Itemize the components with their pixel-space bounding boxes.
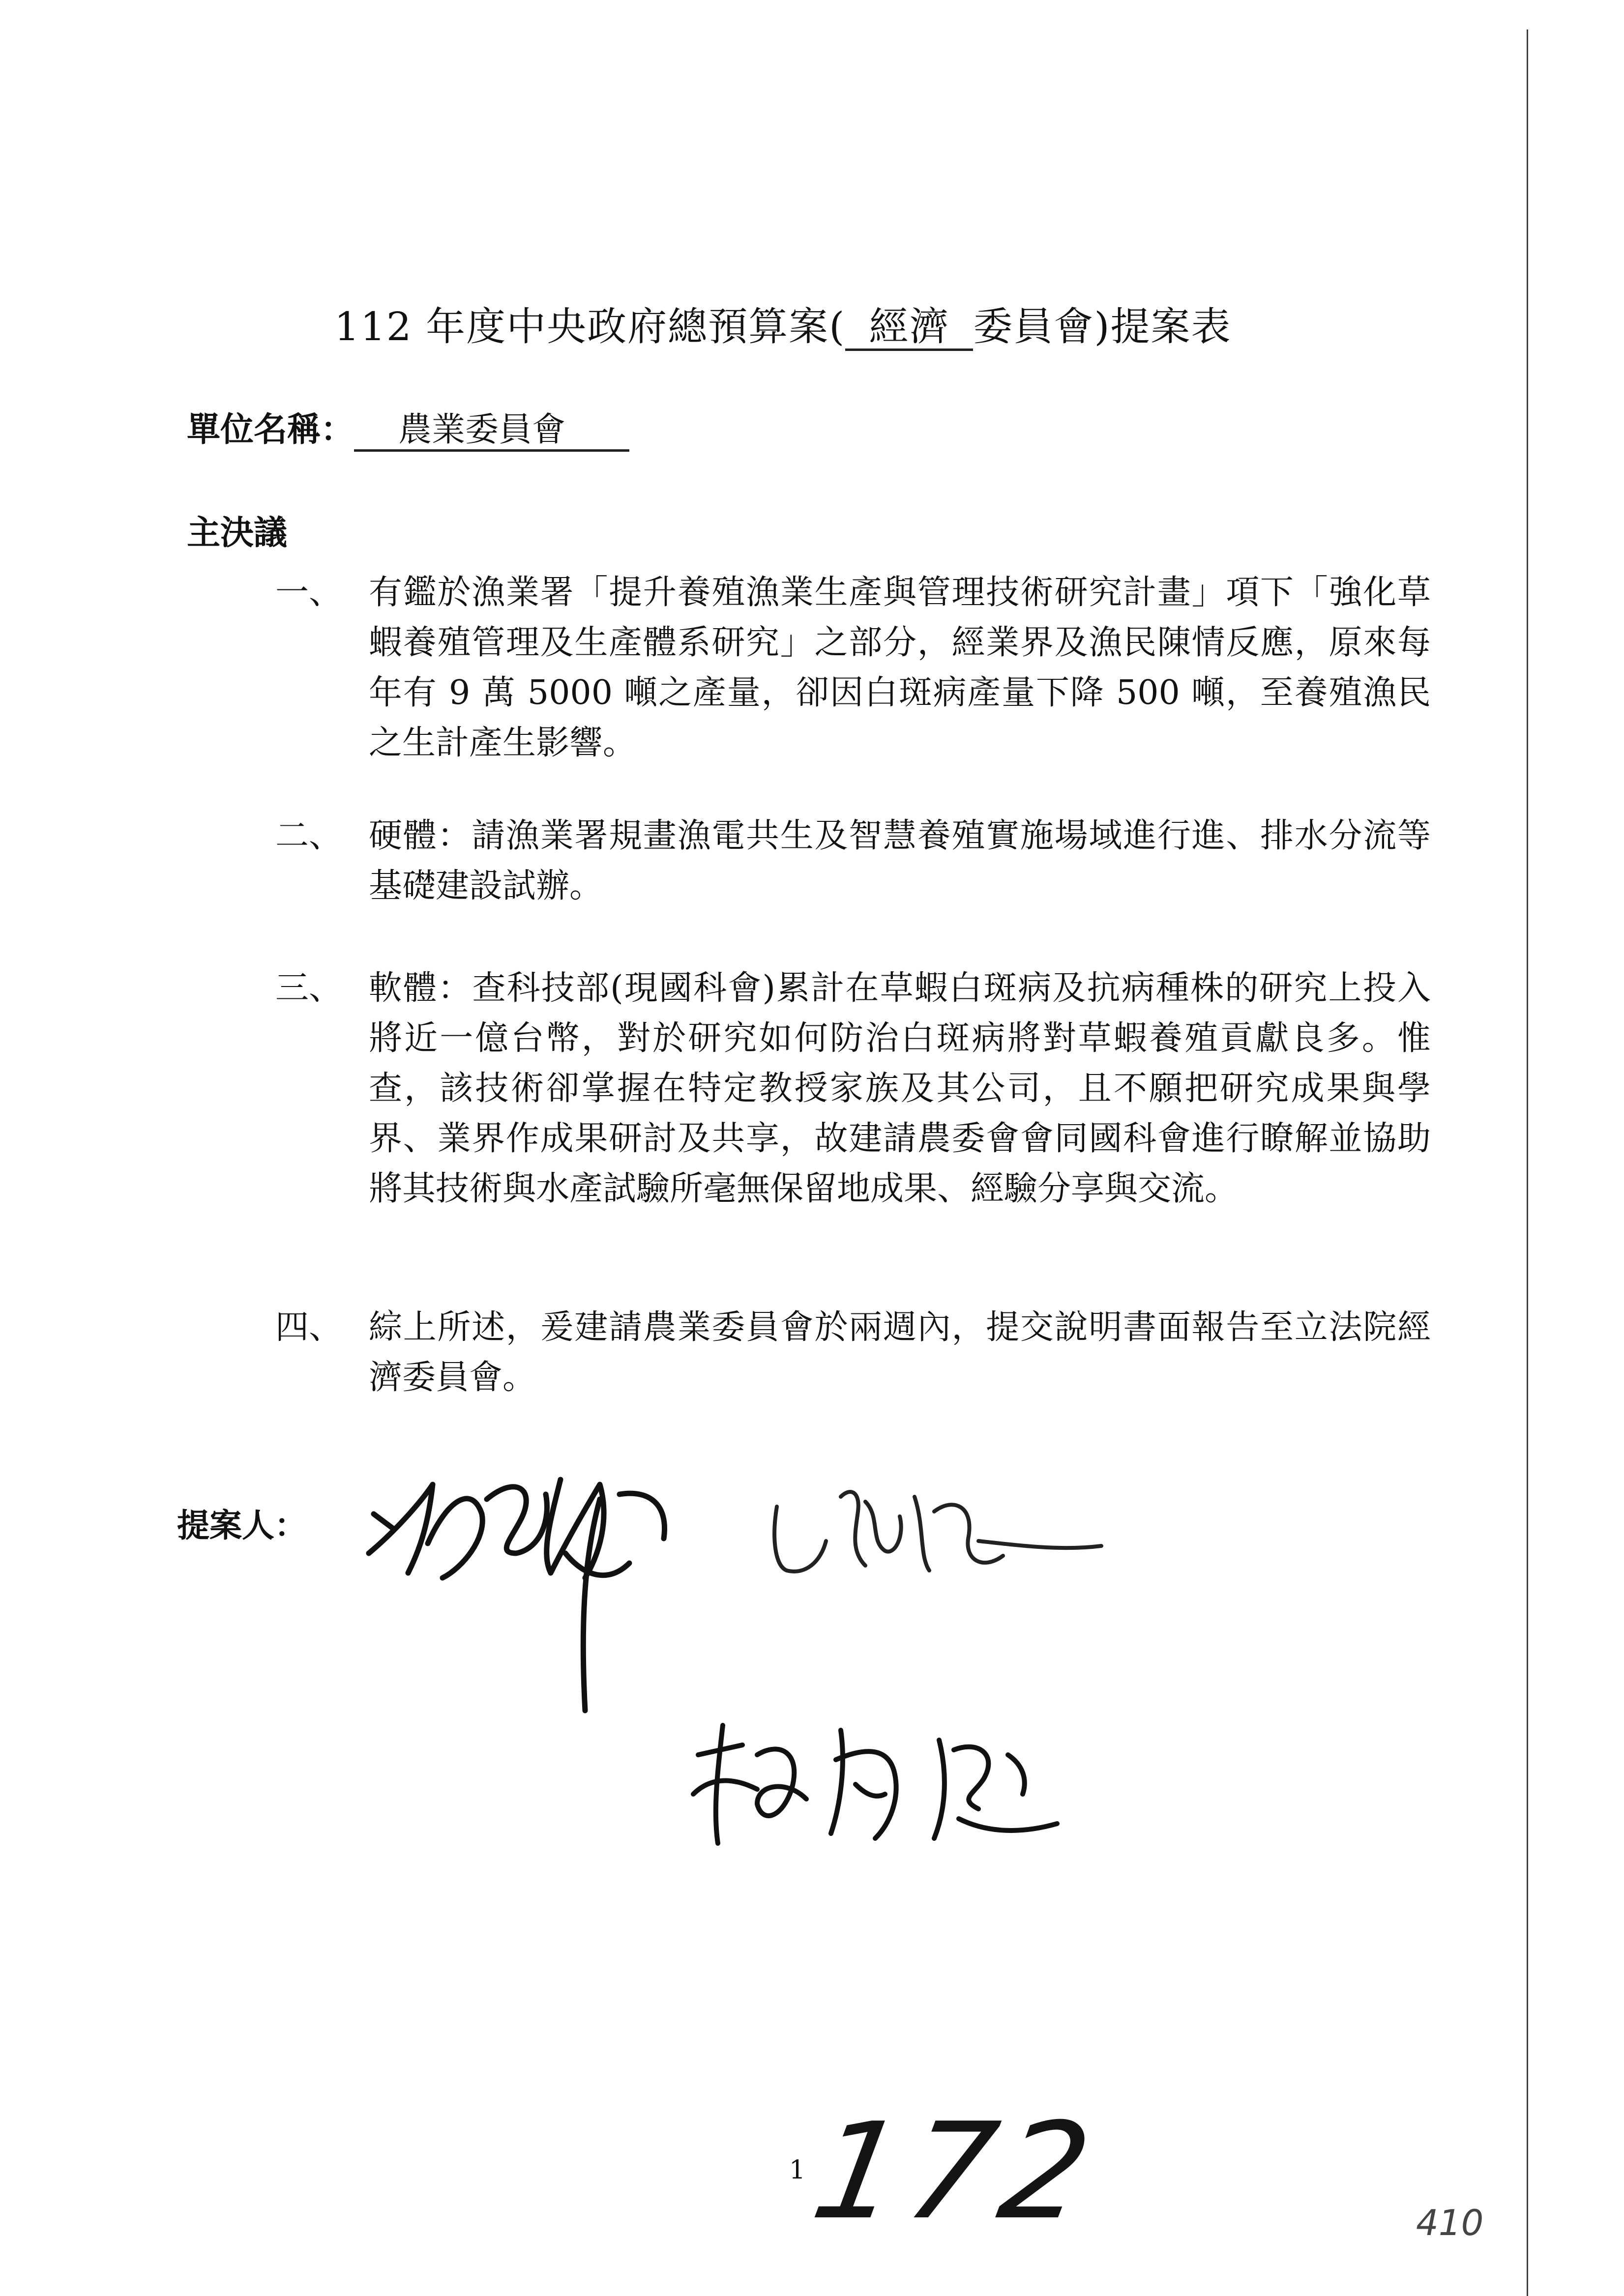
form-title bbox=[334, 295, 1337, 351]
item-text: 軟體：查科技部(現國科會)累計在草蝦白斑病及抗病種株的研究上投入將近一億台幣，對於研究如何防治白斑病將對草蝦養殖貢獻良多。惟查，該技術卻掌握在特定教授家族及其公司，且不願把研究成果與學界、業界作成果研討及共享，故建請農委會會同國科會進行瞭解並協助將其技術與水產試驗所毫無保留地成果、經驗分享與交流。 bbox=[369, 969, 1431, 1208]
scan-edge-line bbox=[1527, 29, 1528, 2296]
title-suffix: 委員會)提案表 bbox=[973, 304, 1232, 349]
unit-label: 單位名稱： bbox=[187, 410, 354, 449]
item-text: 有鑑於漁業署「提升養殖漁業生產與管理技術研究計畫」項下「強化草蝦養殖管理及生產體系研究」之部分，經業界及漁民陳情反應，原來每年有 9 萬 5000 噸之產量，卻因白斑病產量下降 500 噸，至養殖漁民之生計產生影響。 bbox=[369, 573, 1431, 762]
resolution-item bbox=[275, 1303, 1431, 1403]
handwritten-page-number: 172 bbox=[802, 2094, 1110, 2249]
item-number: 三、 bbox=[275, 969, 343, 1008]
item-text: 綜上所述，爰建請農業委員會於兩週內，提交說明書面報告至立法院經濟委員會。 bbox=[369, 1308, 1431, 1397]
corner-archive-number: 410 bbox=[1416, 2202, 1484, 2243]
item-text: 硬體：請漁業署規畫漁電共生及智慧養殖實施場域進行進、排水分流等基礎建設試辦。 bbox=[369, 816, 1431, 905]
item-number: 一、 bbox=[275, 573, 343, 612]
unit-value: 農業委員會 bbox=[354, 411, 629, 452]
resolution-item bbox=[275, 963, 1431, 1214]
proposer-label: 提案人： bbox=[177, 1506, 307, 1544]
page-number: 1 bbox=[789, 2155, 806, 2185]
item-number: 二、 bbox=[275, 816, 343, 855]
committee-name: 經濟 bbox=[845, 305, 973, 351]
item-number: 四、 bbox=[275, 1308, 343, 1347]
resolution-item bbox=[275, 568, 1431, 768]
signature-3 bbox=[683, 1711, 1077, 1858]
main-resolution-heading: 主決議 bbox=[187, 513, 288, 552]
unit-name-row bbox=[187, 403, 629, 452]
signature-2 bbox=[767, 1467, 1111, 1600]
title-prefix: 112 年度中央政府總預算案( bbox=[334, 304, 846, 349]
signature-1 bbox=[354, 1455, 698, 1730]
resolution-item bbox=[275, 811, 1431, 911]
